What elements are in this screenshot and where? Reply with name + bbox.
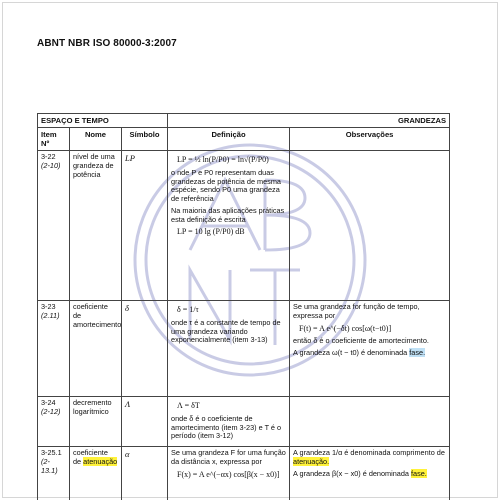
observation-text: [293, 349, 446, 358]
item-number: 3-22: [41, 152, 56, 162]
highlighted-term: atenuação.: [293, 456, 330, 466]
definition-formula: F(x) = A e^(−αx) cos[β(x − x0)]: [177, 469, 280, 479]
definition-formula: Λ = δT: [177, 401, 200, 411]
definition-cell: [168, 397, 290, 447]
name-text: coeficiente de: [73, 448, 108, 466]
item-number: 3-25.1: [41, 448, 62, 458]
symbol-cell: [122, 447, 168, 500]
item-cell: [38, 397, 70, 447]
quantities-table: [37, 113, 450, 500]
observations-cell: [290, 151, 450, 301]
definition-cell: [168, 301, 290, 397]
definition-text: Na maioria das aplicações práticas esta definição é escrita: [171, 205, 285, 224]
highlighted-term: fase.: [409, 348, 426, 358]
item-old-number: (2-13.1): [41, 456, 58, 475]
definition-text: Se uma grandeza F for uma função da distância x, expressa por: [171, 448, 286, 466]
definition-text: o nde P e P0 representam duas grandezas de potência de mesma espécie, sendo P0 uma grandeza de referência: [171, 167, 281, 204]
name-cell: decremento logarítmico: [70, 397, 122, 447]
symbol-text: δ: [125, 303, 129, 314]
definition-cell: [168, 151, 290, 301]
column-header-name: Nome: [70, 128, 122, 151]
definition-cell: [168, 447, 290, 500]
table-row: [38, 447, 450, 500]
name-cell: [70, 447, 122, 500]
definition-text: onde τ é a constante de tempo de uma grandeza variando exponencialmente (item 3-13): [171, 317, 281, 345]
item-cell: [38, 151, 70, 301]
item-old-number: (2.11): [41, 311, 60, 321]
table-header-row: [38, 128, 450, 151]
observations-cell: [290, 447, 450, 500]
table-row: [38, 301, 450, 397]
name-cell: nível de uma grandeza de potência: [70, 151, 122, 301]
symbol-cell: [122, 301, 168, 397]
column-header-item: Item Nº: [38, 128, 70, 151]
column-header-observations: Observações: [290, 128, 450, 151]
definition-formula: LP = ½ ln(P/P0) = ln√(P/P0): [177, 155, 269, 165]
item-old-number: (2-12): [41, 407, 61, 417]
definition-text: onde δ é o coeficiente de amortecimento (item 3-23) e T é o período (item 3-12): [171, 413, 282, 441]
symbol-text: Λ: [125, 399, 131, 410]
highlighted-term: fase.: [411, 468, 427, 478]
observation-formula: F(t) = A e^(−δt) cos[ω(t−t0)]: [299, 323, 392, 333]
symbol-cell: [122, 151, 168, 301]
name-cell: coeficiente de amortecimento: [70, 301, 122, 397]
observation-text-part: A grandeza 1/α é denominada comprimento de: [293, 448, 445, 458]
observation-text-part: A grandeza ω(t − t0) é denominada: [293, 348, 408, 358]
symbol-text: LP: [125, 153, 135, 164]
column-header-symbol: Símbolo: [122, 128, 168, 151]
observation-text-part: A grandeza β(x − x0) é denominada: [293, 468, 409, 478]
definition-formula: δ = 1/τ: [177, 305, 199, 315]
symbol-cell: [122, 397, 168, 447]
observations-cell: [290, 397, 450, 447]
table-row: [38, 397, 450, 447]
item-cell: [38, 447, 70, 500]
observation-text: então δ é o coeficiente de amortecimento.: [293, 336, 429, 346]
item-number: 3-24: [41, 398, 56, 408]
item-old-number: (2-10): [41, 161, 61, 171]
highlighted-term: atenuação: [83, 456, 118, 466]
item-cell: [38, 301, 70, 397]
table-row: [38, 151, 450, 301]
table-title-right: GRANDEZAS: [168, 114, 450, 128]
symbol-text: α: [125, 449, 130, 460]
document-header: ABNT NBR ISO 80000-3:2007: [37, 38, 177, 49]
table-title-left: ESPAÇO E TEMPO: [38, 114, 168, 128]
table-title-row: [38, 114, 450, 128]
observation-text: [293, 449, 446, 467]
column-header-definition: Definição: [168, 128, 290, 151]
item-number: 3-23: [41, 302, 56, 312]
observation-text: [293, 470, 446, 479]
definition-formula: LP = 10 lg (P/P0) dB: [177, 227, 245, 237]
observations-cell: [290, 301, 450, 397]
observation-text: Se uma grandeza for função de tempo, expressa por: [293, 302, 420, 321]
